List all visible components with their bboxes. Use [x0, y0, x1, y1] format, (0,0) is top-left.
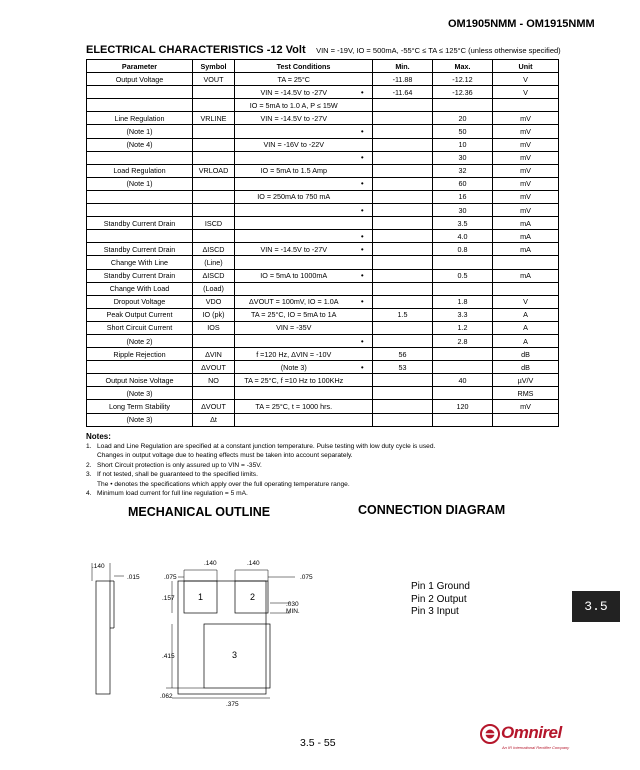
table-cell — [353, 400, 373, 413]
table-cell — [433, 413, 493, 426]
table-cell — [353, 321, 373, 334]
table-cell: ΔVOUT = 100mV, IO = 1.0A — [235, 295, 353, 308]
table-cell — [353, 374, 373, 387]
table-cell: 32 — [433, 164, 493, 177]
table-cell: 1.5 — [373, 308, 433, 321]
table-cell — [235, 282, 353, 295]
table-cell — [87, 230, 193, 243]
table-row — [87, 374, 559, 387]
column-header: Max. — [433, 60, 493, 73]
logo-wordmark: Omnirel — [501, 723, 562, 742]
table-cell: • — [353, 86, 373, 99]
note-line — [86, 451, 435, 460]
table-cell — [373, 177, 433, 190]
dimension-label: .140 — [247, 560, 260, 567]
table-cell — [373, 112, 433, 125]
mechanical-outline-drawing — [80, 548, 340, 708]
dimension-label: .415 — [162, 653, 175, 660]
column-header: Min. — [373, 60, 433, 73]
table-cell: VOUT — [193, 73, 235, 86]
pin-list — [411, 581, 470, 619]
table-cell — [353, 308, 373, 321]
table-cell — [235, 151, 353, 164]
side-view-body — [96, 581, 110, 694]
dimension-label: .075 — [300, 574, 313, 581]
table-cell: V — [493, 295, 559, 308]
table-cell: 4.0 — [433, 230, 493, 243]
table-cell — [353, 282, 373, 295]
table-cell: Ripple Rejection — [87, 348, 193, 361]
table-cell: mA — [493, 269, 559, 282]
dimension-label: .075 — [164, 574, 177, 581]
dimension-label: .157 — [162, 595, 175, 602]
table-cell: mA — [493, 230, 559, 243]
table-cell: 3.5 — [433, 217, 493, 230]
table-cell — [433, 282, 493, 295]
table-row — [87, 164, 559, 177]
table-cell — [373, 387, 433, 400]
table-cell — [373, 138, 433, 151]
table-cell — [353, 99, 373, 112]
table-cell: mV — [493, 164, 559, 177]
table-cell — [373, 413, 433, 426]
table-cell: dB — [493, 348, 559, 361]
table-cell — [353, 112, 373, 125]
table-cell: VIN = -14.5V to -27V — [235, 112, 353, 125]
table-cell: 1.8 — [433, 295, 493, 308]
title-main: ELECTRICAL CHARACTERISTICS -12 Volt — [86, 44, 306, 56]
table-row — [87, 112, 559, 125]
table-cell — [193, 204, 235, 217]
table-cell: 60 — [433, 177, 493, 190]
table-cell: 120 — [433, 400, 493, 413]
table-cell: (Note 1) — [87, 177, 193, 190]
note-text: Changes in output voltage due to heating effects must be taken into account separately. — [97, 452, 353, 460]
section-tab[interactable]: 3.5 — [572, 591, 620, 622]
column-header: Unit — [493, 60, 559, 73]
table-cell: mV — [493, 138, 559, 151]
table-row — [87, 86, 559, 99]
table-cell: IO = 5mA to 1.5 Amp — [235, 164, 353, 177]
table-cell: 10 — [433, 138, 493, 151]
table-cell: • — [353, 151, 373, 164]
table-cell — [235, 413, 353, 426]
table-cell: IO = 250mA to 750 mA — [235, 190, 353, 203]
table-cell: 30 — [433, 204, 493, 217]
table-cell: (Line) — [193, 256, 235, 269]
table-cell — [493, 256, 559, 269]
table-cell: dB — [493, 361, 559, 374]
table-cell: Standby Current Drain — [87, 217, 193, 230]
section-title — [86, 40, 561, 58]
dimension-label: .375 — [226, 701, 239, 708]
table-cell — [493, 282, 559, 295]
table-cell — [353, 138, 373, 151]
dimension-label: .140 — [204, 560, 217, 567]
table-row — [87, 177, 559, 190]
table-cell — [353, 73, 373, 86]
table-cell: VIN = -14.5V to -27V — [235, 86, 353, 99]
omnirel-logo — [480, 721, 570, 755]
table-cell: Standby Current Drain — [87, 269, 193, 282]
table-cell: VRLINE — [193, 112, 235, 125]
table-cell — [373, 230, 433, 243]
table-cell: VIN = -14.5V to -27V — [235, 243, 353, 256]
table-cell — [235, 387, 353, 400]
table-cell: 53 — [373, 361, 433, 374]
note-text: If not tested, shall be guaranteed to the specified limits. — [97, 471, 258, 479]
table-cell: A — [493, 334, 559, 347]
table-cell — [353, 413, 373, 426]
table-cell: TA = 25°C — [235, 73, 353, 86]
dimension-label: .015 — [127, 574, 140, 581]
table-cell: mA — [493, 243, 559, 256]
table-cell: 16 — [433, 190, 493, 203]
table-row — [87, 387, 559, 400]
table-cell — [373, 190, 433, 203]
table-cell: • — [353, 334, 373, 347]
pin-item: Pin 2 Output — [411, 593, 467, 605]
table-cell: IO = 5mA to 1000mA — [235, 269, 353, 282]
table-cell: 3.3 — [433, 308, 493, 321]
omnirel-logo-mark-icon — [480, 723, 500, 745]
table-cell — [193, 151, 235, 164]
table-cell: -11.88 — [373, 73, 433, 86]
table-cell — [235, 230, 353, 243]
table-cell: 30 — [433, 151, 493, 164]
table-cell — [87, 204, 193, 217]
table-cell — [373, 125, 433, 138]
dimension-label: MIN. — [286, 608, 300, 615]
table-cell — [373, 321, 433, 334]
table-cell — [373, 204, 433, 217]
table-cell: Δt — [193, 413, 235, 426]
table-row — [87, 151, 559, 164]
table-cell: -12.36 — [433, 86, 493, 99]
column-header: Symbol — [193, 60, 235, 73]
table-cell: (Note 3) — [235, 361, 353, 374]
note-text: The • denotes the specifications which apply over the full operating temperature range. — [97, 480, 350, 488]
table-cell — [87, 151, 193, 164]
table-cell: Change With Load — [87, 282, 193, 295]
table-cell: mV — [493, 112, 559, 125]
table-cell: mA — [493, 217, 559, 230]
table-cell: VIN = -16V to -22V — [235, 138, 353, 151]
table-cell — [433, 361, 493, 374]
table-cell — [433, 256, 493, 269]
table-cell — [235, 256, 353, 269]
table-cell: Short Circuit Current — [87, 321, 193, 334]
logo-tagline: An IR International Rectifier Company — [502, 745, 570, 750]
table-cell: • — [353, 243, 373, 256]
table-cell: -11.64 — [373, 86, 433, 99]
table-cell: µV/V — [493, 374, 559, 387]
table-cell — [87, 190, 193, 203]
note-number: 3. — [86, 471, 92, 479]
table-cell: RMS — [493, 387, 559, 400]
table-cell: ΔVIN — [193, 348, 235, 361]
table-cell — [373, 282, 433, 295]
table-cell — [493, 99, 559, 112]
pad-number-label: 1 — [198, 592, 204, 602]
electrical-characteristics-table — [86, 59, 559, 427]
table-cell — [373, 256, 433, 269]
table-cell: Line Regulation — [87, 112, 193, 125]
table-cell — [373, 400, 433, 413]
note-line — [86, 480, 435, 489]
note-number: 1. — [86, 443, 92, 450]
table-cell: V — [493, 86, 559, 99]
table-row — [87, 99, 559, 112]
table-row — [87, 190, 559, 203]
table-cell: • — [353, 177, 373, 190]
table-cell: • — [353, 295, 373, 308]
table-cell: mV — [493, 125, 559, 138]
table-cell: TA = 25°C, f =10 Hz to 100KHz — [235, 374, 353, 387]
table-cell: VDO — [193, 295, 235, 308]
note-line — [86, 442, 435, 451]
table-cell: • — [353, 269, 373, 282]
pin-item: Pin 1 Ground — [411, 581, 470, 592]
table-row — [87, 282, 559, 295]
table-cell: VRLOAD — [193, 164, 235, 177]
table-cell — [493, 413, 559, 426]
table-cell: (Note 2) — [87, 334, 193, 347]
dimension-label: .062 — [160, 693, 173, 700]
table-cell — [235, 125, 353, 138]
table-cell: 40 — [433, 374, 493, 387]
table-cell: ISCD — [193, 217, 235, 230]
table-cell — [373, 243, 433, 256]
table-row — [87, 321, 559, 334]
table-cell: • — [353, 125, 373, 138]
part-number-header: OM1905NMM - OM1915NMM — [448, 18, 595, 30]
table-cell — [235, 177, 353, 190]
table-row — [87, 334, 559, 347]
table-cell — [193, 334, 235, 347]
table-row — [87, 125, 559, 138]
pin-item: Pin 3 Input — [411, 606, 459, 617]
table-cell: 1.2 — [433, 321, 493, 334]
table-cell — [353, 164, 373, 177]
dimension-label: .030 — [286, 601, 299, 608]
table-cell — [235, 217, 353, 230]
table-cell: 50 — [433, 125, 493, 138]
column-header: Test Conditions — [235, 60, 373, 73]
table-cell — [87, 86, 193, 99]
dimension-label: .140 — [92, 563, 105, 570]
note-text: Load and Line Regulation are specified at a constant junction temperature. Pulse testing with low duty cycle is used. — [97, 443, 436, 450]
table-cell — [193, 138, 235, 151]
table-cell — [193, 86, 235, 99]
table-row — [87, 217, 559, 230]
table-cell: TA = 25°C, IO = 5mA to 1A — [235, 308, 353, 321]
table-cell — [373, 99, 433, 112]
table-cell: • — [353, 230, 373, 243]
table-cell: • — [353, 204, 373, 217]
table-row — [87, 361, 559, 374]
table-cell: 56 — [373, 348, 433, 361]
table-cell: 20 — [433, 112, 493, 125]
table-row — [87, 230, 559, 243]
table-cell — [373, 295, 433, 308]
table-cell — [193, 230, 235, 243]
table-cell — [235, 204, 353, 217]
table-row — [87, 138, 559, 151]
table-row — [87, 400, 559, 413]
table-cell — [353, 256, 373, 269]
note-line — [86, 489, 435, 498]
column-header: Parameter — [87, 60, 193, 73]
notes — [86, 432, 435, 498]
table-cell: mV — [493, 177, 559, 190]
table-cell: 0.8 — [433, 243, 493, 256]
table-cell: (Note 3) — [87, 387, 193, 400]
table-cell: Long Term Stability — [87, 400, 193, 413]
table-cell: Output Noise Voltage — [87, 374, 193, 387]
table-row — [87, 269, 559, 282]
table-cell: ΔISCD — [193, 243, 235, 256]
table-cell: (Load) — [193, 282, 235, 295]
table-cell: -12.12 — [433, 73, 493, 86]
table-cell: ΔISCD — [193, 269, 235, 282]
table-cell: IOS — [193, 321, 235, 334]
table-cell: TA = 25°C, t = 1000 hrs. — [235, 400, 353, 413]
table-cell: f =120 Hz, ΔVIN = -10V — [235, 348, 353, 361]
note-line — [86, 470, 435, 479]
table-row — [87, 243, 559, 256]
note-line — [86, 461, 435, 470]
table-cell — [193, 99, 235, 112]
notes-heading: Notes: — [86, 432, 111, 441]
table-cell — [373, 151, 433, 164]
table-cell — [235, 334, 353, 347]
connection-diagram-heading: CONNECTION DIAGRAM — [358, 503, 506, 517]
table-cell: IO = 5mA to 1.0 A, P ≤ 15W — [235, 99, 353, 112]
table-cell: • — [353, 361, 373, 374]
table-cell: mV — [493, 151, 559, 164]
mechanical-outline-heading: MECHANICAL OUTLINE — [128, 505, 271, 519]
pad-number-label: 3 — [232, 650, 238, 660]
table-cell: IO (pk) — [193, 308, 235, 321]
table-row — [87, 295, 559, 308]
table-cell — [373, 269, 433, 282]
table-row — [87, 413, 559, 426]
table-row — [87, 204, 559, 217]
table-cell — [87, 99, 193, 112]
table-cell — [433, 387, 493, 400]
table-cell: mV — [493, 400, 559, 413]
table-cell — [373, 164, 433, 177]
table-cell: A — [493, 321, 559, 334]
table-cell — [433, 99, 493, 112]
table-cell — [353, 217, 373, 230]
title-conditions: VIN = -19V, IO = 500mA, -55°C ≤ TA ≤ 125°C (unless otherwise specified) — [316, 46, 561, 55]
table-cell — [373, 334, 433, 347]
table-cell — [193, 125, 235, 138]
table-cell — [433, 348, 493, 361]
table-cell: 0.5 — [433, 269, 493, 282]
table-cell: (Note 4) — [87, 138, 193, 151]
table-row — [87, 73, 559, 86]
table-cell — [353, 348, 373, 361]
table-cell: Output Voltage — [87, 73, 193, 86]
table-cell: (Note 1) — [87, 125, 193, 138]
table-cell: V — [493, 73, 559, 86]
table-row — [87, 256, 559, 269]
table-cell: mV — [493, 204, 559, 217]
table-cell: Peak Output Current — [87, 308, 193, 321]
table-cell: NO — [193, 374, 235, 387]
table-cell — [373, 374, 433, 387]
table-cell: Load Regulation — [87, 164, 193, 177]
table-cell: Dropout Voltage — [87, 295, 193, 308]
table-cell: 2.8 — [433, 334, 493, 347]
table-row — [87, 308, 559, 321]
table-cell: ΔVOUT — [193, 361, 235, 374]
table-cell: ΔVOUT — [193, 400, 235, 413]
note-text: Minimum load current for full line regulation = 5 mA. — [97, 490, 248, 498]
table-cell — [353, 190, 373, 203]
table-cell — [193, 177, 235, 190]
table-cell — [193, 387, 235, 400]
table-cell — [353, 387, 373, 400]
note-text: Short Circuit protection is only assured up to VIN = -35V. — [97, 461, 262, 469]
pad-number-label: 2 — [250, 592, 256, 602]
table-cell: VIN = -35V — [235, 321, 353, 334]
table-cell: (Note 3) — [87, 413, 193, 426]
table-cell — [193, 190, 235, 203]
table-cell: mV — [493, 190, 559, 203]
table-cell — [87, 361, 193, 374]
table-cell: A — [493, 308, 559, 321]
table-cell: Standby Current Drain — [87, 243, 193, 256]
table-cell — [373, 217, 433, 230]
page-number: 3.5 - 55 — [300, 737, 336, 749]
note-number: 2. — [86, 461, 92, 469]
note-number: 4. — [86, 490, 92, 498]
table-row — [87, 348, 559, 361]
table-cell: Change With Line — [87, 256, 193, 269]
